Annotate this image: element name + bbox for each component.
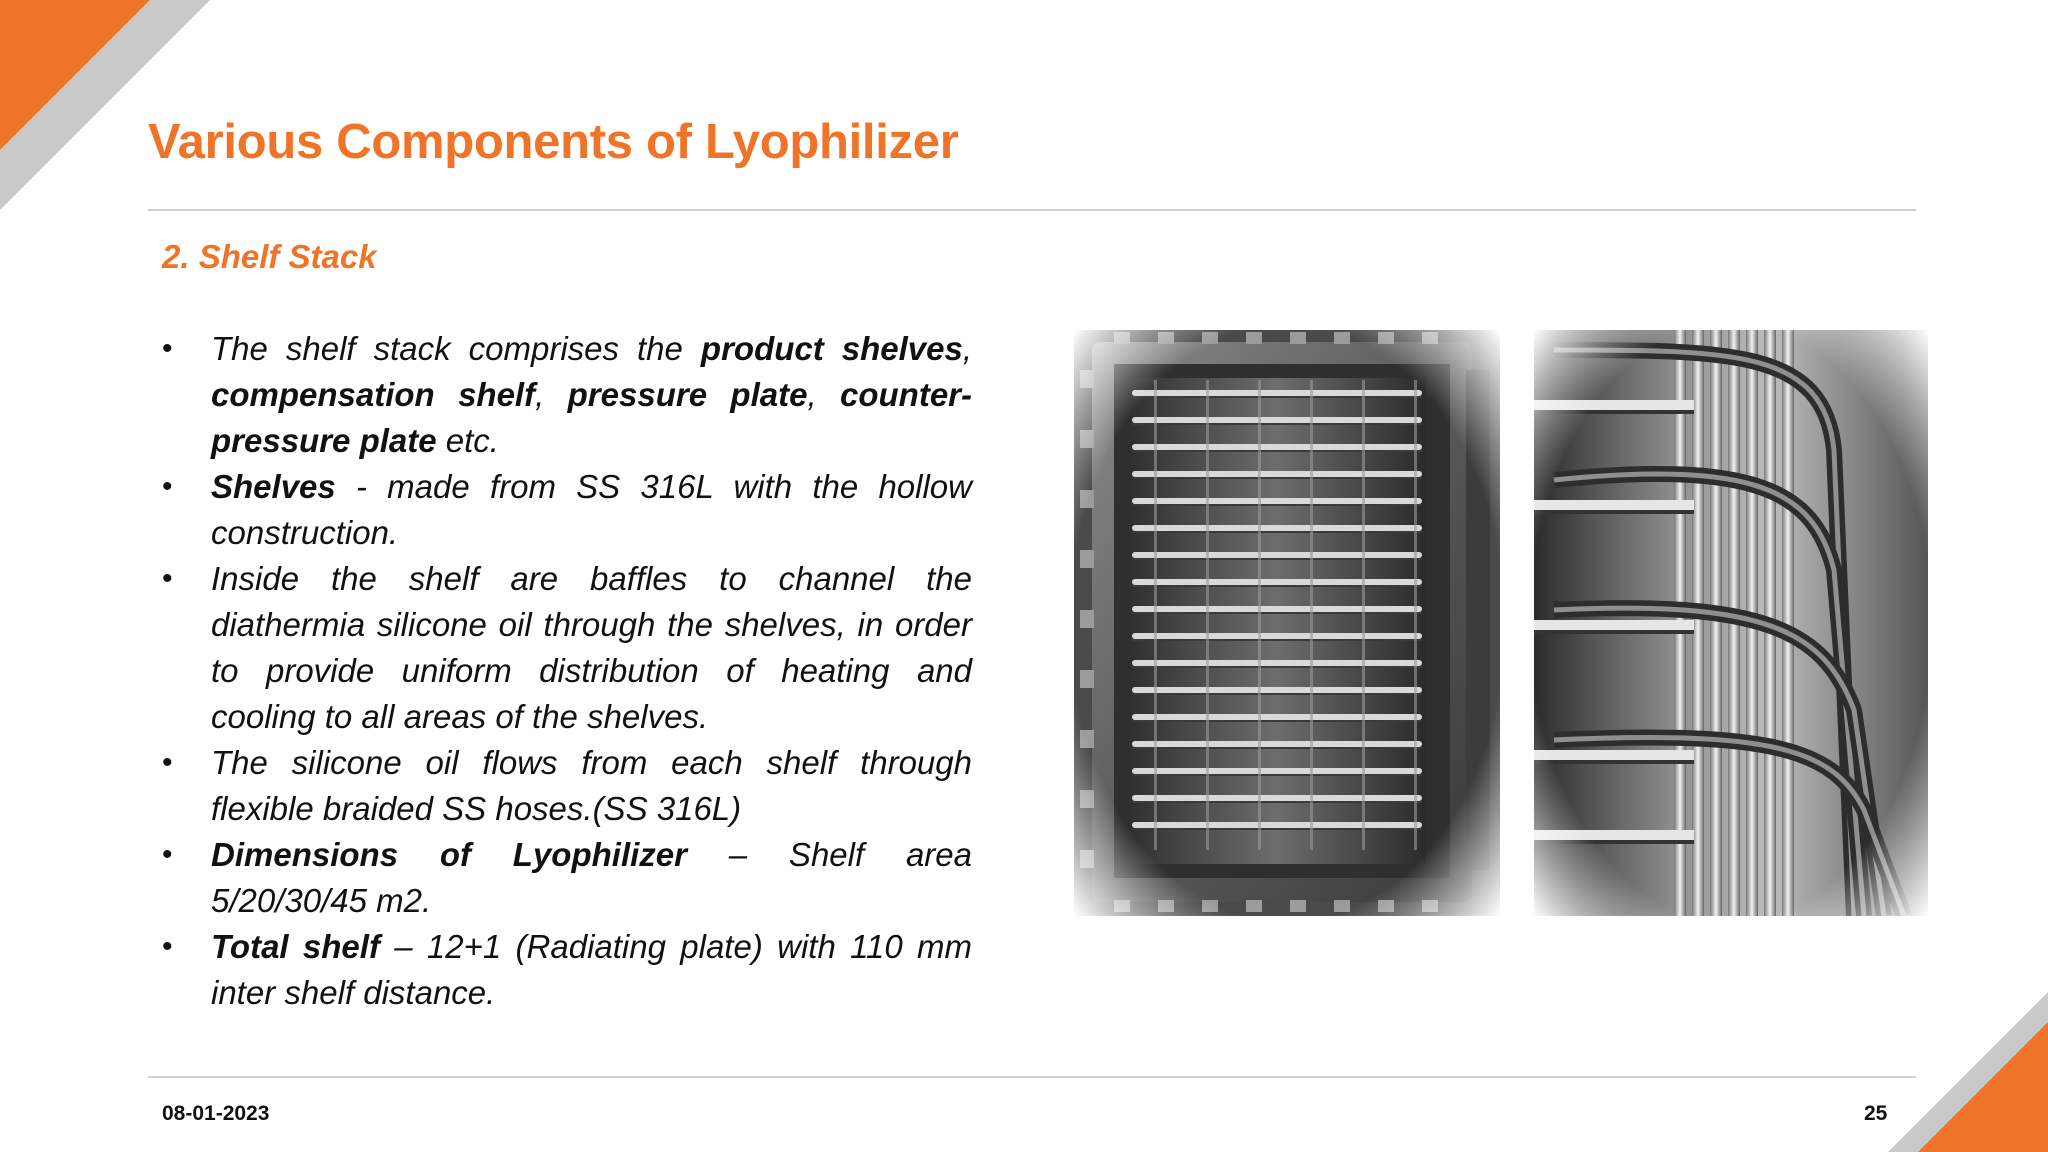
bullet-bold-text: Dimensions of Lyophilizer xyxy=(211,836,687,873)
bullet-marker: • xyxy=(162,470,173,503)
bullet-item xyxy=(160,924,972,1016)
bullet-list xyxy=(160,326,972,1016)
bullet-item xyxy=(160,464,972,556)
bullet-bold-text: pressure plate xyxy=(567,376,808,413)
bullet-bold-text: counter-pressure plate xyxy=(211,376,972,459)
section-subtitle: 2. Shelf Stack xyxy=(162,238,377,275)
bullet-text: – 12+1 (Radiating plate) with 110 mm inter shelf distance. xyxy=(211,928,972,1011)
bullet-item xyxy=(160,832,972,924)
page-number: 25 xyxy=(1864,1102,1888,1125)
shelf-stack-chamber-photo xyxy=(1074,330,1500,916)
corner-decoration-top-left xyxy=(0,0,220,220)
bullet-marker: • xyxy=(162,332,173,365)
bullet-bold-text: Shelves xyxy=(211,468,336,505)
bullet-item xyxy=(160,326,972,464)
bullet-marker: • xyxy=(162,838,173,871)
bullet-text: The shelf stack comprises the xyxy=(211,330,701,367)
corner-decoration-bottom-right xyxy=(1888,992,2048,1152)
bullet-bold-text: Total shelf xyxy=(211,928,380,965)
bullet-text: etc. xyxy=(436,422,499,459)
footer-date: 08-01-2023 xyxy=(162,1102,270,1125)
bullet-text: , xyxy=(535,376,568,413)
braided-hoses-photo xyxy=(1534,330,1928,916)
bullet-text: , xyxy=(807,376,840,413)
bullet-text: - made from SS 316L with the hollow construction. xyxy=(211,468,972,551)
bullet-item xyxy=(160,740,972,832)
slide-title: Various Components of Lyophilizer xyxy=(148,115,959,169)
bullet-text: , xyxy=(962,330,972,367)
bullet-bold-text: product shelves xyxy=(700,330,963,367)
title-divider xyxy=(148,209,1916,211)
footer-divider xyxy=(148,1076,1916,1078)
bullet-marker: • xyxy=(162,930,173,963)
bullet-item xyxy=(160,556,972,740)
bullet-bold-text: compensation shelf xyxy=(211,376,536,413)
bullet-text: Inside the shelf are baffles to channel the diathermia silicone oil through the shelves, in order to provide uniform distribution of heating and cooling to all areas of the shelves. xyxy=(211,560,972,735)
bullet-marker: • xyxy=(162,746,173,779)
bullet-text: – Shelf area 5/20/30/45 m2. xyxy=(211,836,973,919)
bullet-marker: • xyxy=(162,562,173,595)
bullet-text: The silicone oil flows from each shelf through flexible braided SS hoses.(SS 316L) xyxy=(211,744,972,827)
